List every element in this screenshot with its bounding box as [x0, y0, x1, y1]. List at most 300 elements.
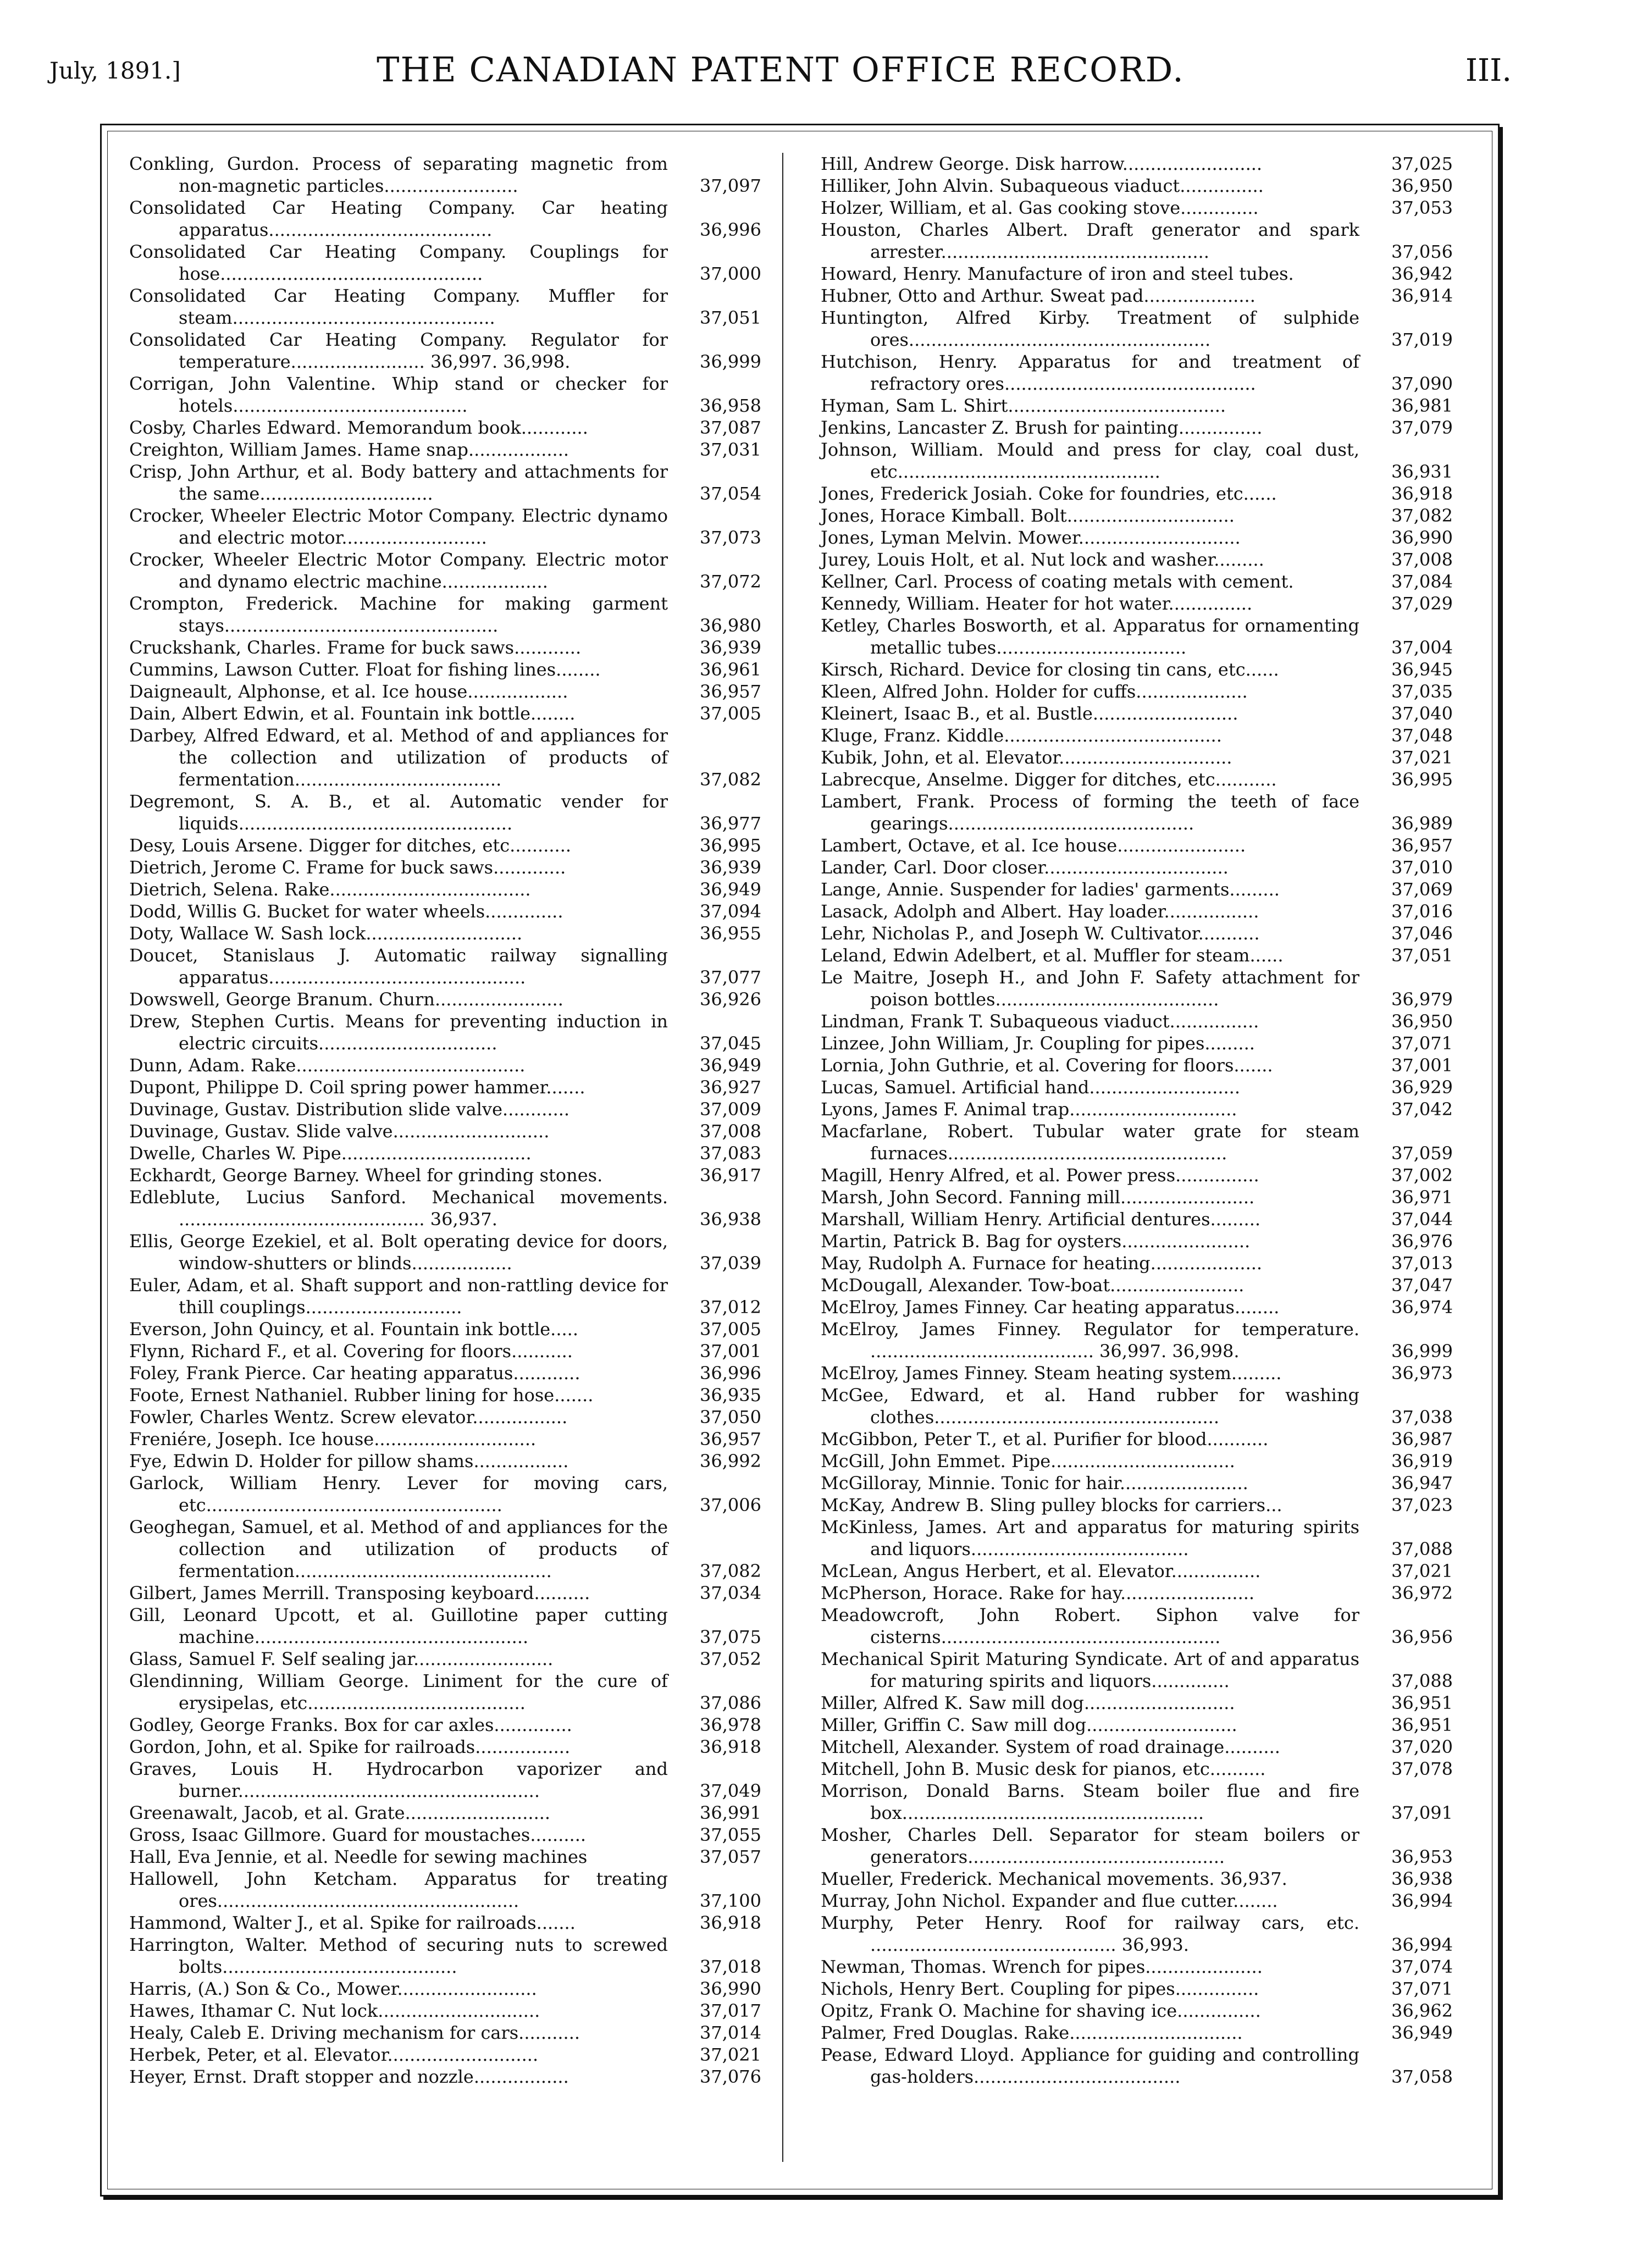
entry-text: Le Maitre, Joseph H., and John F. Safety attachment for poison bottles........................................	[821, 967, 1359, 1010]
entry-text: Glass, Samuel F. Self sealing jar.........................	[129, 1649, 554, 1669]
index-entry	[129, 1670, 761, 1714]
patent-number: 37,001	[700, 1341, 761, 1362]
patent-number: 37,040	[1391, 703, 1453, 724]
entry-text: Gordon, John, et al. Spike for railroads.................	[129, 1736, 571, 1757]
patent-number: 37,082	[1391, 505, 1453, 526]
index-entry	[821, 1098, 1453, 1120]
patent-number: 36,926	[700, 989, 761, 1010]
index-entry	[129, 1120, 761, 1142]
index-entry	[821, 1318, 1453, 1362]
entry-text: Lander, Carl. Door closer.................................	[821, 857, 1229, 878]
patent-number: 36,929	[1391, 1077, 1453, 1098]
patent-number: 37,082	[700, 1561, 761, 1581]
patent-number: 37,021	[1391, 747, 1453, 768]
index-entry	[129, 878, 761, 900]
index-entry	[821, 790, 1453, 834]
index-entry	[129, 549, 761, 593]
entry-text: Marsh, John Secord. Fanning mill........................	[821, 1187, 1255, 1208]
index-entry	[129, 241, 761, 285]
index-entry	[821, 439, 1453, 483]
index-frame	[100, 124, 1500, 2197]
index-entry	[821, 417, 1453, 439]
index-entry	[821, 483, 1453, 505]
patent-number: 37,076	[700, 2066, 761, 2087]
index-entry	[821, 1736, 1453, 1758]
entry-text: Lambert, Octave, et al. Ice house.......................	[821, 835, 1246, 856]
patent-number: 37,002	[1391, 1165, 1453, 1186]
entry-text: Mitchell, Alexander. System of road drainage..........	[821, 1736, 1280, 1757]
entry-text: Lehr, Nicholas P., and Joseph W. Cultivator...........	[821, 923, 1260, 944]
patent-number: 36,979	[1391, 989, 1453, 1010]
entry-text: Ellis, George Ezekiel, et al. Bolt operating device for doors, window-shutters or blinds..................	[129, 1231, 668, 1274]
column-divider	[782, 153, 783, 2162]
patent-number: 37,083	[700, 1143, 761, 1164]
entry-text: Euler, Adam, et al. Shaft support and non-rattling device for thill couplings............................	[129, 1275, 668, 1318]
entry-text: Cosby, Charles Edward. Memorandum book............	[129, 417, 588, 438]
patent-number: 36,950	[1391, 1011, 1453, 1032]
index-entry	[821, 1010, 1453, 1032]
entry-text: Consolidated Car Heating Company. Couplings for hose...............................................	[129, 241, 668, 284]
index-entry	[129, 1318, 761, 1340]
entry-text: Jurey, Louis Holt, et al. Nut lock and washer.........	[821, 549, 1264, 570]
index-entry	[129, 637, 761, 659]
entry-text: Ketley, Charles Bosworth, et al. Apparatus for ornamenting metallic tubes..................................	[821, 615, 1359, 658]
patent-number: 37,012	[700, 1297, 761, 1318]
entry-text: Meadowcroft, John Robert. Siphon valve for cisterns..................................................	[821, 1605, 1359, 1647]
patent-number: 36,994	[1391, 1890, 1453, 1911]
patent-number: 36,956	[1391, 1627, 1453, 1647]
index-entry	[821, 549, 1453, 571]
patent-number: 36,972	[1391, 1583, 1453, 1603]
index-entry	[821, 395, 1453, 417]
patent-number: 37,038	[1391, 1407, 1453, 1428]
patent-number: 37,014	[700, 2022, 761, 2043]
entry-text: McGibbon, Peter T., et al. Purifier for blood...........	[821, 1429, 1269, 1450]
entry-text: Martin, Patrick B. Bag for oysters.......................	[821, 1231, 1251, 1252]
patent-number: 37,097	[700, 175, 761, 196]
patent-number: 36,995	[700, 835, 761, 856]
patent-number: 36,947	[1391, 1473, 1453, 1493]
patent-number: 37,057	[700, 1846, 761, 1867]
index-entry	[821, 1912, 1453, 1956]
entry-text: Dowswell, George Branum. Churn.......................	[129, 989, 563, 1010]
index-entry	[821, 1780, 1453, 1824]
index-entry	[821, 593, 1453, 615]
index-entry	[129, 1164, 761, 1186]
patent-number: 36,999	[700, 351, 761, 372]
left-column	[129, 153, 761, 2088]
patent-number: 37,072	[700, 571, 761, 592]
entry-text: Consolidated Car Heating Company. Muffler for steam...............................................	[129, 285, 668, 328]
entry-text: Kellner, Carl. Process of coating metals with cement.	[821, 571, 1294, 592]
index-entry	[821, 856, 1453, 878]
entry-text: Cruckshank, Charles. Frame for buck saws............	[129, 637, 582, 658]
index-entry	[129, 659, 761, 681]
entry-text: Jenkins, Lancaster Z. Brush for painting...............	[821, 417, 1263, 438]
entry-text: Eckhardt, George Barney. Wheel for grinding stones.	[129, 1165, 603, 1186]
patent-number: 36,918	[1391, 483, 1453, 504]
patent-number: 36,949	[1391, 2022, 1453, 2043]
patent-number: 37,006	[700, 1495, 761, 1515]
entry-text: Consolidated Car Heating Company. Car heating apparatus........................................	[129, 197, 668, 240]
patent-number: 36,991	[700, 1802, 761, 1823]
index-entry	[821, 944, 1453, 966]
index-entry	[821, 878, 1453, 900]
entry-text: Flynn, Richard F., et al. Covering for floors...........	[129, 1341, 573, 1362]
patent-number: 36,953	[1391, 1846, 1453, 1867]
index-entry	[129, 1340, 761, 1362]
index-entry	[129, 944, 761, 988]
patent-number: 37,075	[700, 1627, 761, 1647]
index-entry	[821, 834, 1453, 856]
index-entry	[821, 1868, 1453, 1890]
entry-text: Duvinage, Gustav. Slide valve............................	[129, 1121, 550, 1142]
entry-text: Graves, Louis H. Hydrocarbon vaporizer and burner......................................................	[129, 1758, 668, 1801]
entry-text: Desy, Louis Arsene. Digger for ditches, etc...........	[129, 835, 572, 856]
index-entry	[129, 1274, 761, 1318]
entry-text: Lasack, Adolph and Albert. Hay loader.................	[821, 901, 1259, 922]
patent-number: 36,973	[1391, 1363, 1453, 1384]
index-entry	[821, 175, 1453, 197]
entry-text: Mechanical Spirit Maturing Syndicate. Art of and apparatus for maturing spirits and liquors..............	[821, 1649, 1359, 1691]
patent-number: 37,054	[700, 483, 761, 504]
index-entry	[821, 263, 1453, 285]
index-entry	[129, 1758, 761, 1802]
index-entry	[129, 417, 761, 439]
index-entry	[821, 1890, 1453, 1912]
index-entry	[129, 1582, 761, 1604]
index-entry	[821, 505, 1453, 527]
patent-number: 37,048	[1391, 725, 1453, 746]
patent-number: 37,087	[700, 417, 761, 438]
patent-number: 37,023	[1391, 1495, 1453, 1515]
index-entry	[129, 461, 761, 505]
index-entry	[129, 593, 761, 637]
entry-text: Dodd, Willis G. Bucket for water wheels..............	[129, 901, 563, 922]
index-entry	[821, 615, 1453, 659]
index-entry	[129, 1142, 761, 1164]
entry-text: Doty, Wallace W. Sash lock............................	[129, 923, 523, 944]
patent-number: 36,989	[1391, 813, 1453, 834]
patent-number: 37,079	[1391, 417, 1453, 438]
patent-number: 37,019	[1391, 329, 1453, 350]
entry-text: McLean, Angus Herbert, et al. Elevator................	[821, 1561, 1261, 1581]
index-entry	[821, 1362, 1453, 1384]
entry-text: McPherson, Horace. Rake for hay........................	[821, 1583, 1255, 1603]
index-entry	[821, 1560, 1453, 1582]
index-entry	[129, 153, 761, 197]
index-entry	[129, 1406, 761, 1428]
patent-number: 36,996	[700, 219, 761, 240]
index-entry	[129, 2000, 761, 2022]
patent-number: 37,039	[700, 1253, 761, 1274]
index-entry	[821, 1472, 1453, 1494]
patent-number: 36,942	[1391, 263, 1453, 284]
entry-text: Nichols, Henry Bert. Coupling for pipes...............	[821, 1978, 1259, 1999]
index-entry	[129, 1868, 761, 1912]
patent-number: 37,031	[700, 439, 761, 460]
entry-text: Creighton, William James. Hame snap..................	[129, 439, 569, 460]
index-entry	[821, 1208, 1453, 1230]
patent-number: 36,917	[700, 1165, 761, 1186]
entry-text: Hawes, Ithamar C. Nut lock.............................	[129, 2000, 540, 2021]
index-entry	[129, 1824, 761, 1846]
patent-number: 36,951	[1391, 1692, 1453, 1713]
patent-number: 37,013	[1391, 1253, 1453, 1274]
entry-text: McElroy, James Finney. Car heating apparatus........	[821, 1297, 1280, 1318]
index-entry	[129, 1428, 761, 1450]
entry-text: Dain, Albert Edwin, et al. Fountain ink bottle........	[129, 703, 576, 724]
entry-text: Kennedy, William. Heater for hot water...............	[821, 593, 1253, 614]
patent-number: 36,950	[1391, 175, 1453, 196]
patent-number: 37,008	[1391, 549, 1453, 570]
index-entry	[821, 1230, 1453, 1252]
entry-text: Hill, Andrew George. Disk harrow.........................	[821, 153, 1263, 174]
patent-number: 37,053	[1391, 197, 1453, 218]
patent-number: 36,995	[1391, 769, 1453, 790]
patent-number: 37,071	[1391, 1033, 1453, 1054]
patent-number: 37,021	[1391, 1561, 1453, 1581]
index-entry	[821, 746, 1453, 768]
entry-text: Miller, Alfred K. Saw mill dog...........................	[821, 1692, 1235, 1713]
patent-number: 37,021	[700, 2044, 761, 2065]
entry-text: Drew, Stephen Curtis. Means for preventing induction in electric circuits................................	[129, 1011, 668, 1054]
index-entry	[821, 1054, 1453, 1076]
patent-number: 37,051	[1391, 945, 1453, 966]
entry-text: Holzer, William, et al. Gas cooking stove..............	[821, 197, 1259, 218]
index-entry	[821, 2022, 1453, 2044]
patent-number: 36,994	[1391, 1934, 1453, 1955]
entry-text: Gill, Leonard Upcott, et al. Guillotine paper cutting machine.................................................	[129, 1605, 668, 1647]
index-entry	[129, 1802, 761, 1824]
index-entry	[821, 2044, 1453, 2088]
patent-number: 37,025	[1391, 153, 1453, 174]
index-entry	[821, 1604, 1453, 1648]
patent-number: 37,009	[700, 1099, 761, 1120]
index-entry	[129, 1362, 761, 1384]
entry-text: Houston, Charles Albert. Draft generator and spark arrester................................................	[821, 219, 1359, 262]
entry-text: Howard, Henry. Manufacture of iron and steel tubes.	[821, 263, 1294, 284]
index-entry	[821, 1120, 1453, 1164]
patent-number: 36,961	[700, 659, 761, 680]
entry-text: McGilloray, Minnie. Tonic for hair.......................	[821, 1473, 1248, 1493]
index-entry	[129, 1472, 761, 1516]
entry-text: Kleinert, Isaac B., et al. Bustle..........................	[821, 703, 1238, 724]
patent-number: 36,980	[700, 615, 761, 636]
index-entry	[129, 1516, 761, 1582]
patent-number: 36,990	[1391, 527, 1453, 548]
entry-text: Hutchison, Henry. Apparatus for and treatment of refractory ores.............................................	[821, 351, 1359, 394]
patent-number: 36,981	[1391, 395, 1453, 416]
patent-number: 37,017	[700, 2000, 761, 2021]
index-entry	[129, 1230, 761, 1274]
entry-text: Jones, Frederick Josiah. Coke for foundries, etc......	[821, 483, 1277, 504]
index-entry	[129, 1076, 761, 1098]
entry-text: Marshall, William Henry. Artificial dentures.........	[821, 1209, 1261, 1230]
entry-text: Healy, Caleb E. Driving mechanism for cars...........	[129, 2022, 580, 2043]
patent-number: 36,938	[1391, 1868, 1453, 1889]
index-entry	[129, 856, 761, 878]
index-entry	[129, 2066, 761, 2088]
entry-text: Edleblute, Lucius Sanford. Mechanical movements. ............................................ 36,937.	[129, 1187, 668, 1230]
entry-text: Crisp, John Arthur, et al. Body battery and attachments for the same...............................	[129, 461, 668, 504]
index-entry	[821, 1076, 1453, 1098]
patent-number: 37,000	[700, 263, 761, 284]
index-entry	[821, 219, 1453, 263]
patent-number: 37,004	[1391, 637, 1453, 658]
patent-number: 37,088	[1391, 1539, 1453, 1559]
patent-number: 37,046	[1391, 923, 1453, 944]
index-entry	[129, 439, 761, 461]
index-entry	[821, 1758, 1453, 1780]
index-entry	[821, 1186, 1453, 1208]
patent-number: 37,020	[1391, 1736, 1453, 1757]
patent-number: 37,052	[700, 1649, 761, 1669]
index-entry	[821, 681, 1453, 702]
patent-number: 36,974	[1391, 1297, 1453, 1318]
entry-text: Lange, Annie. Suspender for ladies' garments.........	[821, 879, 1280, 900]
index-entry	[129, 1186, 761, 1230]
patent-number: 37,059	[1391, 1143, 1453, 1164]
entry-text: Doucet, Stanislaus J. Automatic railway signalling apparatus..............................................	[129, 945, 668, 988]
entry-text: Kirsch, Richard. Device for closing tin cans, etc......	[821, 659, 1279, 680]
patent-number: 37,008	[700, 1121, 761, 1142]
patent-number: 37,042	[1391, 1099, 1453, 1120]
entry-text: Corrigan, John Valentine. Whip stand or checker for hotels..........................................	[129, 373, 668, 416]
patent-number: 36,938	[700, 1209, 761, 1230]
entry-text: Magill, Henry Alfred, et al. Power press...............	[821, 1165, 1259, 1186]
entry-text: Crocker, Wheeler Electric Motor Company. Electric motor and dynamo electric machine...................	[129, 549, 668, 592]
entry-text: McElroy, James Finney. Steam heating system.........	[821, 1363, 1282, 1384]
patent-number: 37,047	[1391, 1275, 1453, 1296]
index-entry	[821, 1648, 1453, 1692]
index-entry	[821, 724, 1453, 746]
patent-number: 36,939	[700, 857, 761, 878]
entry-text: Degremont, S. A. B., et al. Automatic vender for liquids.................................................	[129, 791, 668, 834]
patent-number: 37,074	[1391, 1956, 1453, 1977]
index-entry	[821, 1450, 1453, 1472]
index-entry	[821, 922, 1453, 944]
index-entry	[129, 197, 761, 241]
patent-number: 37,086	[700, 1692, 761, 1713]
entry-text: Everson, John Quincy, et al. Fountain ink bottle.....	[129, 1319, 578, 1340]
index-entry	[129, 1384, 761, 1406]
index-entry	[129, 724, 761, 790]
entry-text: Godley, George Franks. Box for car axles..............	[129, 1714, 572, 1735]
index-entry	[821, 153, 1453, 175]
index-entry	[129, 1098, 761, 1120]
entry-text: Morrison, Donald Barns. Steam boiler flue and fire box......................................................	[821, 1780, 1359, 1823]
patent-number: 36,978	[700, 1714, 761, 1735]
patent-number: 37,078	[1391, 1758, 1453, 1779]
entry-text: Mueller, Frederick. Mechanical movements. 36,937.	[821, 1868, 1287, 1889]
right-column	[821, 153, 1453, 2088]
patent-number: 37,005	[700, 1319, 761, 1340]
entry-text: McKay, Andrew B. Sling pulley blocks for carriers...	[821, 1495, 1282, 1515]
patent-number: 37,056	[1391, 241, 1453, 262]
index-entry	[821, 702, 1453, 724]
index-entry	[821, 1296, 1453, 1318]
patent-number: 36,958	[700, 395, 761, 416]
entry-text: Dietrich, Selena. Rake....................................	[129, 879, 531, 900]
patent-number: 36,990	[700, 1978, 761, 1999]
patent-number: 37,100	[700, 1890, 761, 1911]
patent-number: 36,949	[700, 1055, 761, 1076]
index-entry	[129, 834, 761, 856]
entry-text: Lucas, Samuel. Artificial hand...........................	[821, 1077, 1240, 1098]
index-entry	[129, 900, 761, 922]
entry-text: Daigneault, Alphonse, et al. Ice house..................	[129, 681, 568, 702]
patent-number: 37,077	[700, 967, 761, 988]
entry-text: Garlock, William Henry. Lever for moving cars, etc.....................................................	[129, 1473, 668, 1515]
entry-text: Fye, Edwin D. Holder for pillow shams.................	[129, 1451, 569, 1472]
entry-text: Hall, Eva Jennie, et al. Needle for sewing machines	[129, 1846, 588, 1867]
patent-number: 37,050	[700, 1407, 761, 1428]
entry-text: Lambert, Frank. Process of forming the teeth of face gearings............................................	[821, 791, 1359, 834]
index-entry	[821, 1384, 1453, 1428]
entry-text: Hallowell, John Ketcham. Apparatus for treating ores......................................................	[129, 1868, 668, 1911]
patent-number: 37,069	[1391, 879, 1453, 900]
index-entry	[129, 285, 761, 329]
index-entry	[821, 1956, 1453, 1978]
patent-number: 36,939	[700, 637, 761, 658]
patent-number: 36,996	[700, 1363, 761, 1384]
patent-number: 36,962	[1391, 2000, 1453, 2021]
index-entry	[821, 351, 1453, 395]
patent-number: 37,055	[700, 1824, 761, 1845]
patent-number: 36,999	[1391, 1341, 1453, 1362]
entry-text: Freniére, Joseph. Ice house.............................	[129, 1429, 537, 1450]
entry-text: Conkling, Gurdon. Process of separating magnetic from non-magnetic particles........................	[129, 153, 668, 196]
entry-text: Labrecque, Anselme. Digger for ditches, etc...........	[821, 769, 1277, 790]
entry-text: McDougall, Alexander. Tow-boat........................	[821, 1275, 1245, 1296]
patent-number: 37,058	[1391, 2066, 1453, 2087]
entry-text: Murray, John Nichol. Expander and flue cutter........	[821, 1890, 1278, 1911]
index-entry	[129, 1648, 761, 1670]
patent-number: 37,090	[1391, 373, 1453, 394]
patent-number: 36,987	[1391, 1429, 1453, 1450]
entry-text: Heyer, Ernst. Draft stopper and nozzle.................	[129, 2066, 569, 2087]
patent-number: 36,957	[700, 681, 761, 702]
entry-text: Johnson, William. Mould and press for clay, coal dust, etc...............................................	[821, 439, 1359, 482]
index-entry	[821, 285, 1453, 307]
entry-text: Mitchell, John B. Music desk for pianos, etc..........	[821, 1758, 1266, 1779]
patent-number: 36,951	[1391, 1714, 1453, 1735]
entry-text: Greenawalt, Jacob, et al. Grate..........................	[129, 1802, 551, 1823]
index-entry	[129, 790, 761, 834]
index-entry	[129, 2044, 761, 2066]
index-entry	[821, 1824, 1453, 1868]
entry-text: Lornia, John Guthrie, et al. Covering for floors.......	[821, 1055, 1273, 1076]
page-number: III.	[1465, 53, 1512, 88]
entry-text: Gilbert, James Merrill. Transposing keyboard..........	[129, 1583, 590, 1603]
index-entry	[821, 571, 1453, 593]
entry-text: Jones, Horace Kimball. Bolt..............................	[821, 505, 1235, 526]
index-entry	[129, 1714, 761, 1736]
patent-number: 37,035	[1391, 681, 1453, 702]
entry-text: Pease, Edward Lloyd. Appliance for guiding and controlling gas-holders.....................................	[821, 2044, 1359, 2087]
entry-text: Glendinning, William George. Liniment for the cure of erysipelas, etc.......................................	[129, 1670, 668, 1713]
entry-text: McGill, John Emmet. Pipe.................................	[821, 1451, 1235, 1472]
patent-number: 36,976	[1391, 1231, 1453, 1252]
index-entry	[129, 1010, 761, 1054]
patent-number: 36,957	[700, 1429, 761, 1450]
entry-text: Lyons, James F. Animal trap..............................	[821, 1099, 1237, 1120]
index-entry	[129, 1736, 761, 1758]
entry-text: Huntington, Alfred Kirby. Treatment of sulphide ores......................................................	[821, 307, 1359, 350]
index-entry	[821, 307, 1453, 351]
entry-text: Miller, Griffin C. Saw mill dog...........................	[821, 1714, 1237, 1735]
